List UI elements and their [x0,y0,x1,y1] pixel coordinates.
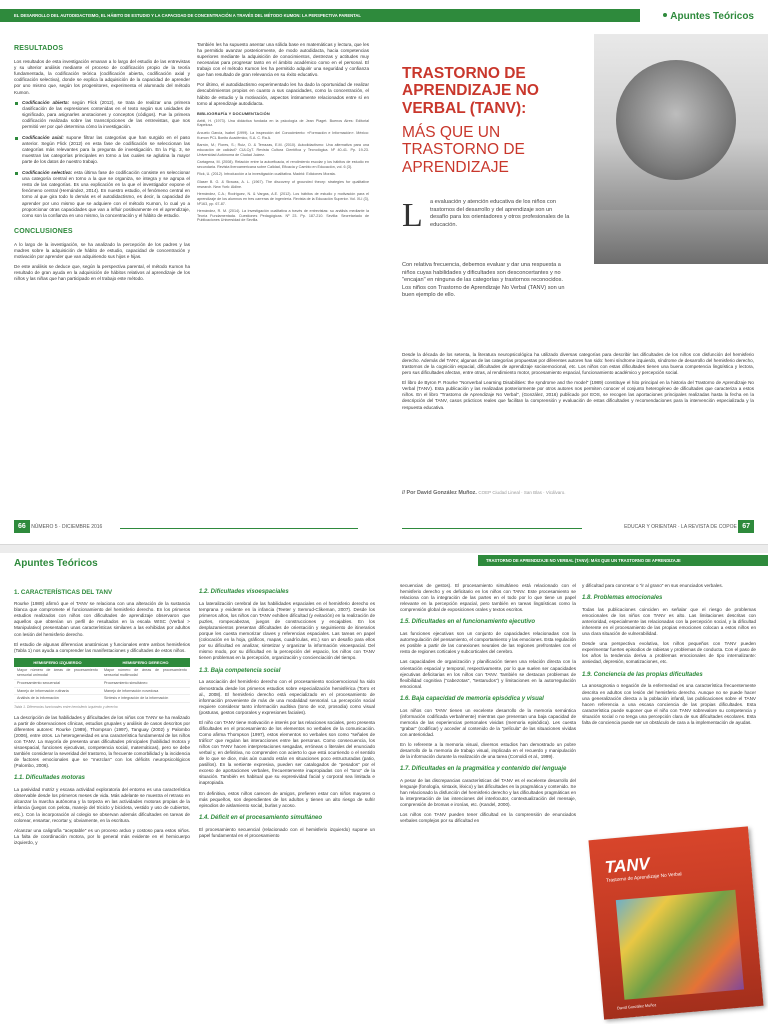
table-cell: Mayor número de áreas de procesamiento sensorial multimodal [101,667,190,679]
reference-item: Hernández, R. M. (2014). La investigación cualitativa a través de entrevistas: su análisis mediante la Teoría Fundamentada. Cuestiones Pedagógicas. Nº 23. Pp. 187-210. Sevilla: Secretariado de Publicaciones Universidad de Sevilla. [197,209,369,223]
paragraph: El estudio de algunas diferencias anatómicas y funcionales entre ambos hemisferios (Tabla 1) nos ayuda a comprender las manifestaciones y dificultades de estos niños. [14,641,190,653]
footer-rule [402,528,582,529]
footer-left [14,520,102,536]
table-row [14,667,190,679]
table-cell: Mayor número de áreas de procesamiento sensorial unimodal [14,667,101,679]
column-d [582,583,756,730]
reference-item: Arcuelo García, Isabel (1999). La inspección del Conocimiento: «Formación e Información». México: Kumon PCL Bonito Académico, S.A. C. Ra A. [197,131,369,140]
section-heading: 1.5. Dificultades en el funcionamiento ejecutivo [400,619,536,626]
table-row [14,695,190,703]
paragraph: El libro de Byron P. Rourke "Nonverbal Learning Disabilities: the syndrome and the model" (1989) constituye el hito principal en la historia del Trastorno de Aprendizaje No Verbal (TANV). Esta publicación y las realizadas posteriormente por otros autores nos permiten conocer el conjunto heterogéneo de dificultades que caracteriza a estos niños. En el libro "Trastorno de Aprendizaje No Verbal", (González, 2016) publicado por EOS, se recogen las aportaciones principales realizadas hasta la fecha en la descripción del TANV, casos prácticos reales que facilitan la comprensión y evaluación de estas dificultades y recomendaciones para la intervención especializada y la respuesta educativa. [402,380,754,410]
bullet-text: supone filtrar las categorías que han surgido en el paso anterior. Según Flick (2012) en esta fase de codificación se seleccionan las categorías más relevantes para la pregunta de investigación. En la Fig. 3, se muestran las categorías principales en torno a las cuales se aglutina la mayor parte de los datos de nuestro trabajo. [22,134,191,165]
section-heading: 1.3. Baja competencia social [199,667,281,674]
column-a [14,583,190,850]
table-cell: Manejo de información novedosa [101,687,190,695]
paragraph: y dificultad para concretar o "ir al grano" en sus enunciados verbales. [582,583,723,588]
section-heading: 1.2. Dificultades visoespaciales [199,589,289,595]
paragraph: En lo referente a la memoria visual, diversos estudios han demostrado un pobre desarrollo de la memoria de trabajo visual, implicada en el recuerdo y manipulación de la información durante la realización de una tarea (Cornoldi et al., 1999). [400,742,576,760]
heading-resultados: RESULTADOS [14,45,64,52]
column-b [199,583,375,843]
subtitle-line: MÁS QUE UN [402,124,501,141]
bullet-item [14,170,190,219]
running-header-band: TRASTORNO DE APRENDIZAJE NO VERBAL (TANV): MÁS QUE UN TRASTORNO DE APRENDIZAJE [478,555,768,566]
paragraph: Desde una perspectiva evolutiva, los niños pequeños con TANV pueden experimentar fuertes episodios de rabietas y problemas de conducta. Con el paso de los años la tendencia deriva a problemas emocionales de tipo internalizante: ansiedad, depresión, somatizaciones, etc. [582,641,756,665]
bullet-dot-icon [663,13,667,17]
footer-rule [120,528,358,529]
bibliography-heading: BIBLIOGRAFÍA Y DOCUMENTACIÓN [197,110,270,116]
paragraph: Alcanzar una caligrafía "aceptable" es un proceso arduo y costoso para estos niños. La falta de coordinación motora, por lo general más evidente en el hemicuerpo izquierdo, y [14,827,190,845]
section-heading: 1. CARACTERÍSTICAS DEL TANV [14,589,113,596]
footer-text: EDUCAR Y ORIENTAR · LA REVISTA DE COPOE [624,523,737,530]
paragraph: La lateralización cerebral de las habilidades espaciales en el hemisferio derecho es temprana y evidente en la infancia (Teeter y Semrud-Clikeman, 2007). Desde los primeros años, los niños con TANV exhiben dificultad (y evitación) en la realización de puzles, rompecabezas, juegos de construcciones y encajables. En los desplazamientos presentan dificultades de orientación y seguimiento de itinerarios porque les cuesta memorizar claves y referencias espaciales. Las tareas en papel (colocación en la hoja, gráficos, mapas, cuadrículas, etc.) son un desafío para ellos por su dificultad en analizar, sintetizar y organizar la información visoespacial. Del mismo modo, por su dificultad en la percepción del espacio, los niños con TANV tienen problemas en la percepción, organización y concienciación del tiempo. [199,600,375,661]
bullet-item [14,135,190,165]
subtitle-line: APRENDIZAJE [402,158,509,176]
paragraph: El niño con TANV tiene motivación e interés por las relaciones sociales, pero presenta dificultades en el procesamiento de los elementos no verbales de la comunicación. Como afirma Thompson (1997), estos elementos no verbales son como "señales de tráfico" que regulan las interacciones entre las personas. Como consecuencia, los niños con TANV hacen interpretaciones sesgadas, erróneas o literales del enunciado verbal y, en definitiva, no comprenden con acierto lo que está ocurriendo o el sentido de lo que se dice, más aún cuando están en situaciones poco estructuradas (patio, pasillos). En la vertiente expresiva, pueden ser catalogados de "pesados" por el exceso de aportaciones verbales, frecuentemente inapropiadas con el "tono" de la situación. También es habitual que su expresividad facial y corporal sea limitada e inapropiada. [199,719,375,786]
paragraph: A pesar de las discrepancias características del TANV es el excelente desarrollo del lenguaje (fonología, sintaxis, léxico) y las dificultades en la pragmática y contenido. Se han relacionado la disfunción del hemisferio derecho y las dificultades pragmáticas en la interpretación de las intenciones del interlocutor, contextualización del mensaje, comprensión de bromas e ironías, etc. (Kandel, 2000). [400,778,576,808]
column-2 [197,42,369,226]
section-tag-label: Apuntes Teóricos [670,11,754,22]
boy-frustrated-photo [594,34,768,264]
section-tag: Apuntes Teóricos [14,558,98,569]
head-shape [616,60,736,180]
column-1 [14,42,190,286]
subtitle-line: TRASTORNO DE [402,141,525,159]
article-body [402,352,754,415]
desk-shape [594,210,768,264]
paragraph: secuencias de gestos). El procesamiento simultáneo está relacionado con el hemisferio derecho y es deficitario en los niños con TANV. Este procesamiento se relaciona con la integración de las partes en el todo por lo que tiene un papel relevante en la percepción espacial, pero también en tareas lingüísticas como la comprensión global de exposiciones orales y textos escritos. [400,583,576,613]
table-cell: Análisis de la información [14,695,101,703]
article-title [402,65,602,117]
running-header-band: EL DESARROLLO DEL AUTODIDACTISMO, EL HÁBITO DE ESTUDIO Y LA CAPACIDAD DE CONCENTRACIÓN A TRAVÉS DEL MÉTODO KUMON: LA PERSPECTIVA PARENTAL [0,9,640,22]
paragraph: La anosognosia o negación de la enfermedad es una característica frecuentemente descrita en adultos con lesión del hemisferio derecho. Aunque no se puede hacer una generalización directa a la población infantil, las publicaciones sobre el TANV hacen referencia a una escasa conciencia de las propias dificultades. Esta característica puede suponer que el niño con TANV sobrevalore su competencia y situación social o no tenga una percepción clara de sus dificultades escolares. Esta falta de conciencia puede ser un obstáculo de cara a la implementación de ayudas. [582,683,756,725]
page-gap [0,545,768,553]
table-cell: Procesamiento secuencial [14,679,101,687]
table-cell: Manejo de información rutinaria [14,687,101,695]
drop-cap: L [402,197,423,234]
bullet-text: esta última fase de codificación consiste en seleccionar una categoría central en torno a la que se organiza, se integra y se agrupa el resto de las categorías. Es una explicación en la que el investigador expone el fenómeno central (Hernández, 2014). En nuestro estudio, el fenómeno central en torno al que gira todo lo demás es el autodidactismo, es decir, la capacidad de aprender por uno mismo que se adquiere con el método Kumon, lo cual yo a proporcionar otras capacidades que van a influir positivamente en el aprendizaje, como son la confianza en uno mismo, la concentración y el hábito de estudio. [22,170,190,218]
bullet-label: Codificación selectiva: [22,170,73,176]
footer-right [624,520,754,536]
title-line: TRASTORNO DE [402,65,526,82]
book-cover-image [588,826,763,1019]
book-author: David González Muñoz [617,1003,657,1011]
section-heading: 1.8. Problemas emocionales [582,595,663,602]
paragraph: Los niños con TANV tienen un excelente desarrollo de la memoria semántica (información codificada verbalmente) mientras que presentan una baja capacidad de memoria de las experiencias personales vividas (memoria episódica). Les cuesta "grabar" (codificar) y acceder al contenido de la "película" de las situaciones vividas con anterioridad. [400,707,576,737]
paragraph: Las funciones ejecutivas son un conjunto de capacidades relacionadas con la autorregulación del pensamiento, el comportamiento y las emociones. Esta regulación es posible a partir de las conexiones neurales de las regiones prefrontales con el resto de regiones corticales y subcorticales del cerebro. [400,631,576,655]
section-heading: 1.1. Dificultades motoras [14,775,86,782]
heading-conclusiones: CONCLUSIONES [14,227,73,235]
author-affiliation: COEP Ciudad Lineal · San Blas · Vicálvaro. [478,490,566,495]
paragraph: Rourke (1989) afirmó que el TANV se relaciona con una alteración de la sustancia blanca que compromete el funcionamiento del hemisferio derecho. En los primeros estudios realizados con niños con dificultades de aprendizaje observaron que aquellos que obtenían un perfil de resultados en la escala WISC (Verbal > Manipulativo) presentaban unas características similares a las exhibidas por adultos con lesión del hemisferio derecho. [14,601,190,637]
paragraph: La descripción de las habilidades y dificultades de los niños con TANV se ha realizado a partir de observaciones clínicas, estudios grupales y análisis de casos descritos por diferentes autores: Rourke (1989), Thompson (1997), Tanguay (2002) y Palombo (2006), entre otros. La heterogeneidad es una característica fundamental de los niños con TANV. La mayoría de presenta unas dificultades principales (habilidad motora y visoespacial, funciones ejecutivas, competencia social, matemáticas), pero se debe también considerar la severidad del trastorno, la frecuente comorbilidad y la incidencia de factores emocionales que se "mezclan" con los déficits neuropsicológicos (Palombo, 2006). [14,714,190,769]
paragraph: En definitiva, estos niños carecen de amigos, prefieren estar con niños mayores o más pequeños, son dependientes de los adultos y tienen un alto riesgo de sufrir episodios de aislamiento social, burlas y acoso. [199,790,375,808]
table-header-row [14,658,190,667]
reference-item: Cartagena, M. (2008). Relación entre la autoeficacia, el rendimiento escolar y los hábitos de estudio en secundaria. Revista Iberoamericana sobre Calidad, Eficacia y Cambio en Educación, vol. 6 (3). [197,160,369,169]
book-title: TANV [604,854,651,877]
footer-text: NÚMERO 5 · DICIEMBRE 2016 [31,523,103,530]
table-header: HEMISFERIO DERECHO [101,658,190,667]
reference-item: Flick, U. (2012). Introducción a la investigación cualitativa. Madrid: Ediciones Morata. [197,172,336,177]
paragraph: La asociación del hemisferio derecho con el procesamiento socioemocional ha sido demostrada desde los primeros estudios sobre especialización hemisférica (Torro et al., 2008). El hemisferio derecho está especializado en el procesamiento de información proveniente de más de una modalidad sensorial. La percepción social requiere considerar tanto información auditiva (tono de voz, prosodia) como visual (posturas, gestos corporales y expresiones faciales). [199,679,375,715]
paragraph: Desde la década de los setenta, la literatura neuropsicológica ha utilizado diversas categorías para describir las dificultades de los niños con disfunción del hemisferio derecho. Además del TANV, algunas de las categorías propuestas por diferentes autores han sido: hemi síndrome izquierdo, síndrome de desarrollo del hemisferio derecho, trastornos de la cognición espacial, dificultades de aprendizaje socioemocional, etc. Los niños con estas dificultades tienen una buena competencia lingüística y lectora, pero sus dificultades afectan, entre otras, al rendimiento motor, procesamiento espacial, funcionamiento académico y percepción social. [402,352,754,376]
page-number: 67 [738,520,754,533]
lead-paragraph: a evaluación y atención educativa de los niños con trastornos del desarrollo y del aprendizaje son un desafío para los orientadores y otros profesionales de la educación. [430,199,570,228]
paragraph: Los resultados de esta investigación emanan a lo largo del estudio de las entrevistas y su ulterior análisis mediante el proceso de codificación propio de la teoría fundamentada, la codificación teórica (codificación abierta, codificación axial y codificación selectiva), donde se explica la adquisición de la capacidad de aprender por uno mismo que, según los progenitores, experimenta el alumnado del método Kumon. [14,59,190,95]
bullet-item [14,100,190,130]
page-number: 66 [14,520,30,533]
book-subtitle: Trastorno de Aprendizaje No Verbal [605,872,682,884]
section-heading: 1.6. Baja capacidad de memoria episódica y visual [400,695,544,702]
section-heading: 1.4. Déficit en el procesamiento simultáneo [199,814,323,821]
table-header: HEMISFERIO IZQUIERDO [14,658,101,667]
table-cell: Procesamiento simultáneo [101,679,190,687]
bullet-label: Codificación axial: [22,134,64,140]
paragraph: Todas las publicaciones coinciden en señalar que el riesgo de problemas emocionales de los niños con TANV es alto. Las limitaciones descritas con anterioridad, especialmente las relacionadas con la percepción social, y la dificultad inherente en el procesamiento de las propias emociones colocan a estos niños en una clara situación de vulnerabilidad. [582,606,756,637]
paragraph: También les ha supuesto asentar una sólida base en matemáticas y lectura, que les ha permitido avanzar posteriormente, de modo autodidacta, hacia competencias superiores mediante la adquisición de conocimientos, destrezas y actitudes muy necesarias para progresar tanto en el ámbito académico como en el personal. El trabajo con el método Kumon les ha permitido adquirir una seguridad y confianza que han resultado de gran relevancia en su éxito educativo. [197,42,369,78]
author-name: // Por David González Muñoz. [402,490,477,496]
bibliography-list [197,119,369,223]
table-row [14,687,190,695]
paragraph: La pasividad motriz y escasa actividad exploratoria del entorno es una característica observable desde los primeros meses de vida. Más adelante se muestra el retraso en alcanzar la marcha autónoma y la torpeza en las actividades motoras propias de la infancia (juegos con pelota, manejo del triciclo y bicicleta, vestido y uso de cubiertos, etc.). Con la incorporación al colegio se observan además dificultades en tareas de colorear, ensartar, recortar y, obviamente, en la escritura. [14,787,190,823]
title-line: APRENDIZAJE NO [402,82,539,100]
table-caption: Tabla 1. Diferencias funcionales entre hemisferio izquierdo y derecho [14,705,118,710]
table-cell: Síntesis e integración de la información [101,695,190,703]
column-c [400,583,576,829]
section-heading: 1.7. Dificultades en la pragmática y contenido del lenguaje [400,766,567,773]
paragraph: El procesamiento secuencial (relacionado con el hemisferio izquierdo) supone un papel fundamental en el procesamiento [199,826,375,838]
reference-item: Glaser B. G. & Strauss, A. L. (1967). The discovery of grounded theory: strategies for qualitative research. New York: Aldine. [197,180,369,189]
paragraph: A lo largo de la investigación, se ha analizado la percepción de los padres y las madres sobre la adquisición de hábito de estudio, capacidad de concentración y motivación por aprender que van adquiriendo sus hijos e hijas. [14,241,190,260]
lead-paragraph-2: Con relativa frecuencia, debemos evaluar y dar una respuesta a niños cuyas habilidades y dificultades son desconcertantes y no "encajan" en ninguna de las categorías y trastornos reconocidos. Los niños con Trastorno de Aprendizaje No Verbal (TANV) son un buen ejemplo de ello. [402,262,565,299]
reference-item: Aebli, H. (1973). Una didáctica fundada en la psicología de Jean Piaget. Buenos Aires: Editorial Kapelusz. [197,118,369,128]
bullet-text: según Flick (2012), se trata de realizar una primera clasificación de las expresiones contenidas en el texto según sus unidades de significado, para asignarles anotaciones y conceptos (códigos). Fue la primera codificación realizada sobre las transcripciones de las entrevistas, que nos permitió ver por qué determina cómo la investigación. [22,99,191,129]
reference-item: Hernández, C.A.; Rodríguez, N. & Vargas, A.E. (2012). Los hábitos de estudio y motivación para el aprendizaje de los alumnos en tres carreras de ingeniería. Revista de la Educación Superior. Vol. XLI (3), Nº163, pp. 67-87. [197,192,369,206]
title-line: VERBAL (TANV): [402,99,527,117]
section-heading: 1.9. Conciencia de las propias dificultades [582,671,703,678]
book-illustration [616,890,744,1000]
paragraph: Las capacidades de organización y planificación tienen una relación directa con la orientación espacial y temporal, respectivamente, por lo que suelen ser capacidades ejecutivas deficitarias en los niños con TANV. También se destacan problemas de flexibilidad cognitiva ("cabezotas", "testarudos") y limitaciones en la autorregulación emocional. [400,659,576,689]
paragraph: De este análisis se deduce que, según la perspectiva parental, el método Kumon ha resultado de gran ayuda en la adquisición de hábitos relativos al aprendizaje de los niños y las niñas que han participado en el trabajo este método. [14,264,190,282]
author-line [402,490,762,497]
section-tag [671,10,754,23]
table-row [14,679,190,687]
hemisphere-table [14,658,190,704]
article-subtitle [402,124,602,176]
paragraph: Los niños con TANV pueden tener dificultad en la comprensión de enunciados verbales complejos por su dificultad en [400,812,576,824]
bullet-label: Codificación abierta: [22,99,70,105]
paragraph: Por último, el autodidactismo experimentado les ha dado la oportunidad de realizar descubrimientos propios en cuanto a sus capacidades, como la concentración, el hábito de estudio y la motivación, aspectos íntimamente relacionados entre sí en torno al aprendizaje autodidacta. [197,82,369,106]
reference-item: Barrón, M.; Flores, S.; Ruiz, O. & Terrazas, E.M. (2010). Autodidactismo: Una alternativa para una educación de calidad? CULCyT. Revista Cultura Científica y Tecnológica. Nº 40-41. Pp. 19-23. Universidad Autónoma de Ciudad Juárez. [197,143,369,157]
